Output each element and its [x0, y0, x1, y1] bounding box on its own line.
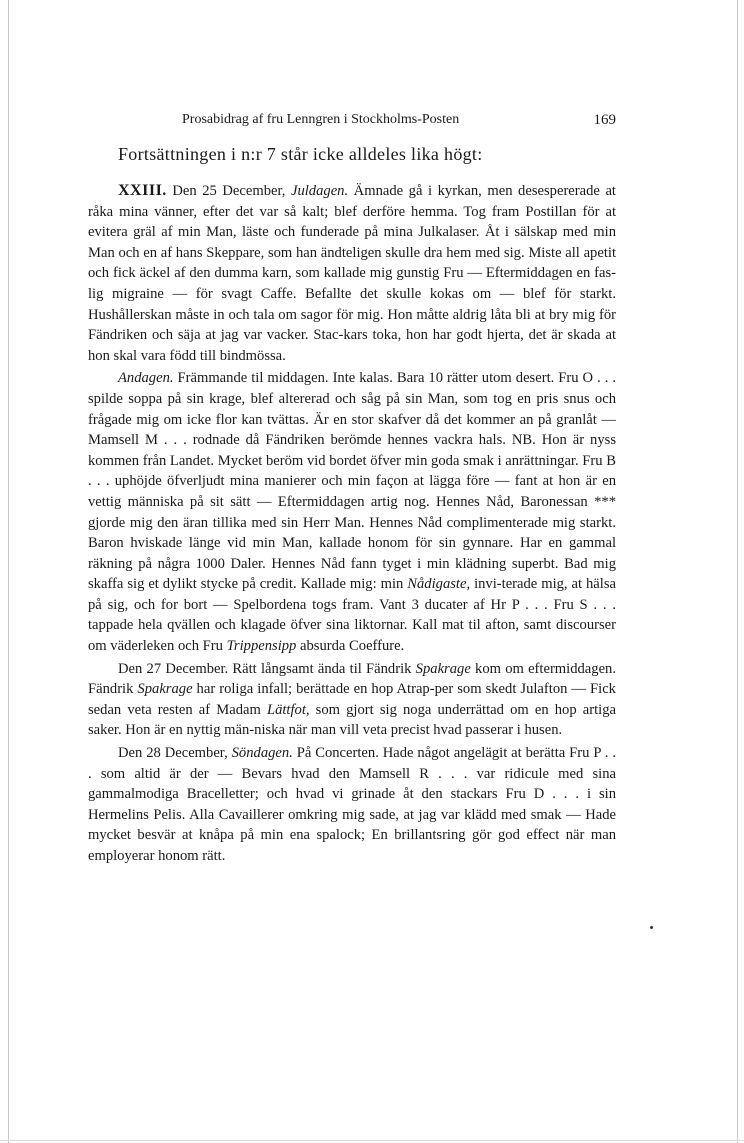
page [88, 112, 616, 867]
section-number: XXIII. [118, 182, 167, 199]
text-segment: Den 28 December, [118, 745, 232, 762]
scan-edge-right [737, 0, 738, 1143]
paragraph [88, 659, 616, 741]
text-segment: Ämnade gå i kyrkan, men desespererade at råka mina vänner, efter det var så kalt; blef derföre hemma. Tog fram Postillan för at evitera gräl af min Man, läste och funderade på mina Julkalaser. Åt i sälskap med min Man och en af hans Skeppare, som han ändteligen skulle dra hem med sig. Miste all apetit och fick äckel af den dumma karn, som kallade mig gunstig Fru — Eftermiddagen en fas-lig migraine — för svagt Caffe. Befallte det skulle kokas om — blef för starkt. Hushållerskan måste in och tala om sagor för mig. Hon måtte aldrig låta bli at bry mig för Fändriken och säja at jag var vacker. Stac-kars toka, hon har godt hjerta, det är skada at hon skal vara född till bindmössa. [88, 183, 616, 364]
text-segment: Främmande til middagen. Inte kalas. Bara 10 rätter utom desert. Fru O . . . spilde soppa på sin krage, blef altererad och såg på sin Man, som tog en pris snus och frågade mig om icke flor kan tvättas. Är en stor skafver då det kommer an på granlåt — Mamsell M . . . rodnade då Fändriken berömde hennes vackra hals. NB. Hon är nyss kommen från Landet. Mycket beröm vid bordet öfver min goda smak i anrättningar. Fru B . . . uphöjde öfverljudt mina manierer och min façon at lägga före — fant at hon är en vettig människa på sit sätt — Eftermiddagen artig nog. Hennes Nåd, Baronessan *** gjorde mig den äran tillika med sin Herr Man. Hennes Nåd complimenterade mig starkt. Baron hviskade länge vid min Man, kallade honom för sin gynnare. Har en gammal räkning på några 1000 Daler. Hennes Nåd fann tyget i min klädning superbt. Bad mig skaffa sig et dylikt stycke på credit. Kallade mig: min [88, 370, 616, 593]
italic-text: Juldagen. [290, 183, 349, 199]
text-segment: Den 27 December. Rätt långsamt ända til Fändrik [118, 660, 416, 677]
text-segment: Den 25 December, [166, 183, 291, 199]
italic-text: Söndagen. [231, 745, 293, 762]
paragraph [88, 181, 616, 366]
margin-mark [650, 926, 653, 929]
italic-text: Nådigaste, [407, 576, 471, 593]
running-head [88, 112, 616, 136]
italic-text: Spakrage [137, 681, 193, 698]
italic-text: Trippensipp [226, 638, 297, 655]
section-heading: Fortsättningen i n:r 7 står icke alldeles lika högt: [118, 144, 483, 164]
text-segment: har roliga infall; berättade en hop Atrap-per som skedt Julafton — Fick sedan veta resten af Madam [88, 681, 616, 718]
running-head-title: Prosabidrag af fru Lenngren i Stockholms-Posten [182, 112, 460, 127]
italic-text: Spakrage [415, 660, 471, 677]
body-text [88, 181, 616, 867]
text-segment: som gjort sig noga underrättad om en hop artiga saker. Hon är en nyttig män-niska när man vill veta precist hvad passerar i husen. [88, 701, 617, 739]
scan-edge-left [8, 0, 9, 1143]
italic-text: Andagen. [118, 370, 174, 387]
scan-bottom-edge [0, 1140, 744, 1141]
paragraph [88, 743, 616, 867]
text-segment: absurda Coeffure. [296, 638, 405, 655]
italic-text: Lättfot, [266, 701, 310, 718]
text-segment: invi-terade mig, at hälsa på sig, och for bort — Spelbordena togs fram. Vant 3 ducater af Hr P . . . Fru S . . . tappade hela qvällen och klagade öfver sina liktornar. Kall mat til afton, samt discourser om väderleken och Fru [88, 576, 616, 655]
page-number: 169 [593, 112, 616, 128]
text-segment: kom om eftermiddagen. Fändrik [88, 660, 617, 698]
paragraph [88, 368, 616, 656]
text-segment: På Concerten. Hade något angelägit at berätta Fru P . . . som altid är der — Bevars hvad den Mamsell R . . . var ridicule med sina gammalmodiga Bracelletter; och hvad vi grinade åt den stackars Fru D . . . i sin Hermelins Pelis. Alla Cavaillerer omkring mig sade, at jag var klädd med smak — Hade mycket besvär at knåpa på min ena spalock; En brillantsring gör god effect när man employerar honom rätt. [88, 745, 617, 864]
